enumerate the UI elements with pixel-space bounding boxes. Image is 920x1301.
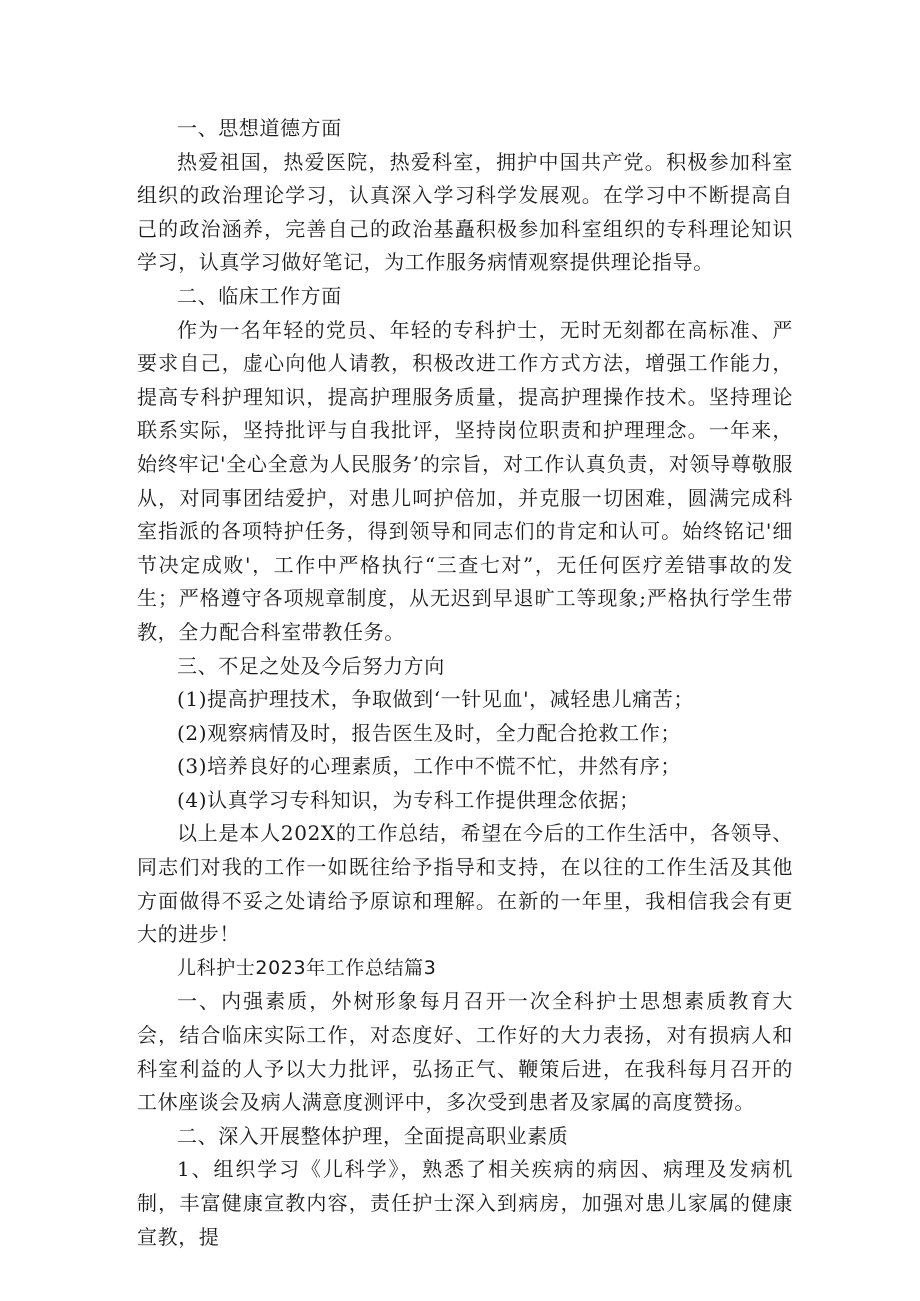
document-body xyxy=(137,112,793,1254)
section-heading-nursing: 二、深入开展整体护理，全面提高职业素质 xyxy=(177,1123,569,1148)
paragraph-study: 1、组织学习《儿科学》，熟悉了相关疾病的病因、病理及发病机制，丰富健康宣教内容，责任护士深入到病房，加强对患儿家属的健康宣教，提 xyxy=(137,1157,793,1249)
paragraph-clinical: 作为一名年轻的党员、年轻的专科护士，无时无刻都在高标准、严要求自己，虚心向他人请教，积极改进工作方式方法，增强工作能力，提高专科护理知识，提高护理服务质量，提高护理操作技术。坚持理论联系实际，坚持批评与自我批评，坚持岗位职责和护理理念。一年来，始终牢记'全心全意为人民服务’的宗旨，对工作认真负责，对领导尊敬服从，对同事团结爱护，对患儿呵护倍加，并克服一切困难，圆满完成科室指派的各项特护任务，得到领导和同志们的肯定和认可。始终铭记'细节决定成败'，工作中严格执行“三查七对”，无任何医疗差错事故的发生；严格遵守各项规章制度，从无迟到早退旷工等现象;严格执行学生带教，全力配合科室带教任务。 xyxy=(137,317,793,644)
list-item-1: (1)提高护理技术，争取做到‘一针见血'，减轻患儿痛苦； xyxy=(177,687,694,712)
section-heading-clinical: 二、临床工作方面 xyxy=(177,283,342,308)
list-item-2: (2)观察病情及时，报告医生及时，全力配合抢救工作； xyxy=(177,720,681,745)
list-item-4: (4)认真学习专科知识，为专科工作提供理念依据； xyxy=(177,787,640,812)
list-item-3: (3)培养良好的心理素质，工作中不慌不忙，井然有序； xyxy=(177,754,681,779)
section-heading-shortcomings: 三、不足之处及今后努力方向 xyxy=(177,653,445,678)
paragraph-conclusion: 以上是本人202X的工作总结，希望在今后的工作生活中，各领导、同志们对我的工作一如既往给予指导和支持，在以往的工作生活及其他方面做得不妥之处请给予原谅和理解。在新的一年里，我相信我会有更大的进步！ xyxy=(137,821,793,947)
paragraph-ideology: 热爱祖国，热爱医院，热爱科室，拥护中国共产党。积极参加科室组织的政治理论学习，认真深入学习科学发展观。在学习中不断提高自己的政治涵养，完善自己的政治基矗积极参加科室组织的专科理论知识学习，认真学习做好笔记，为工作服务病情观察提供理论指导。 xyxy=(137,149,793,275)
section-heading-ideology: 一、思想道德方面 xyxy=(177,116,342,140)
paragraph-quality: 一、内强素质，外树形象每月召开一次全科护士思想素质教育大会，结合临床实际工作，对态度好、工作好的大力表扬，对有损病人和科室利益的人予以大力批评，弘扬正气、鞭策后进，在我科每月召开的工休座谈会及病人满意度测评中，多次受到患者及家属的高度赞扬。 xyxy=(137,989,793,1115)
article-title: 儿科护士2023年工作总结篇3 xyxy=(177,956,437,979)
